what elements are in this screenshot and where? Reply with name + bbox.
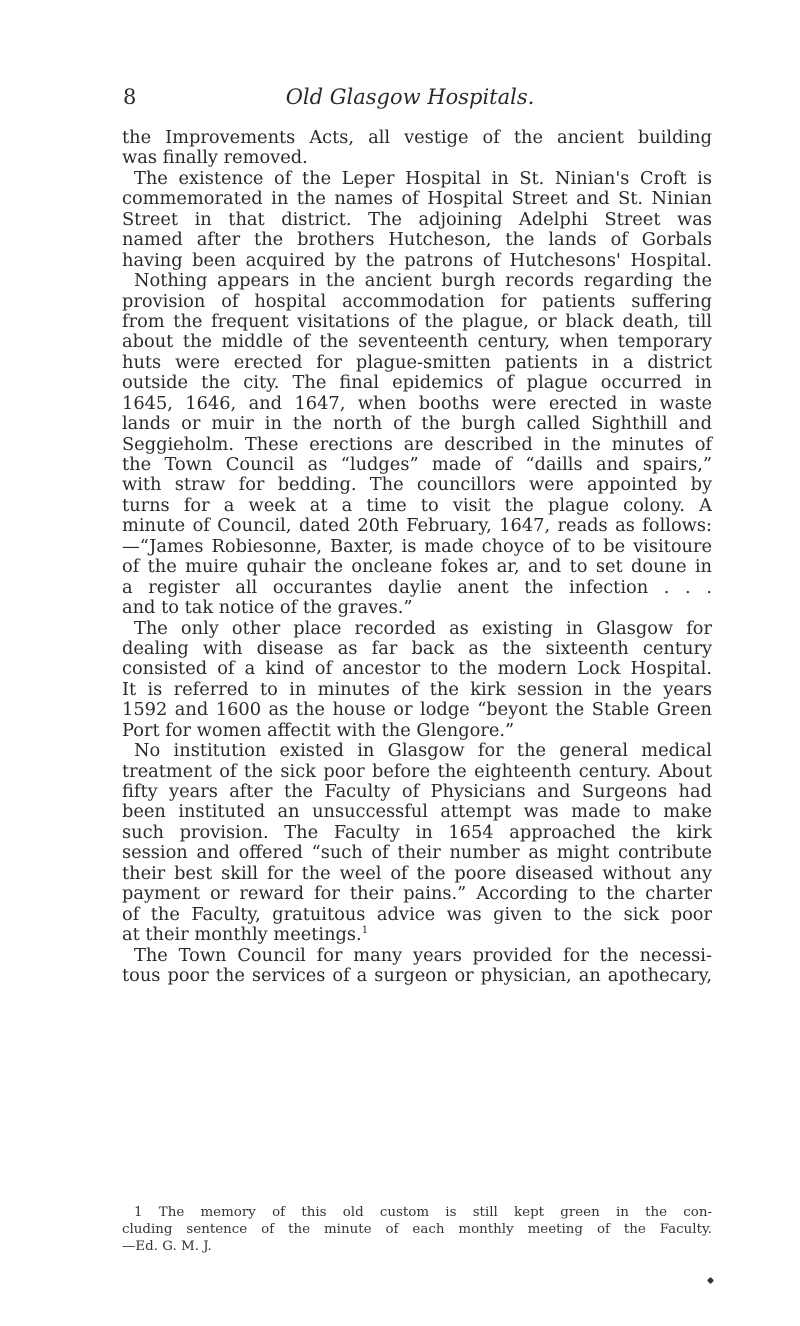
page-header [0, 84, 800, 110]
text-line: provision of hospital accommodation for patients suffering [122, 290, 712, 312]
text-line: commemorated in the names of Hospital Street and St. Ninian [122, 188, 712, 210]
text-line: about the middle of the seventeenth century, when temporary [122, 331, 712, 353]
text-line: the Improvements Acts, all vestige of the ancient building [122, 127, 712, 148]
footnote-reference: 1 [361, 925, 369, 937]
text-line: The Town Council for many years provided for the necessi- [134, 944, 712, 966]
text-line: minute of Council, dated 20th February, 1647, reads as follows: [122, 515, 712, 537]
text-line: from the frequent visitations of the plague, or black death, till [122, 310, 712, 332]
text-line: Nothing appears in the ancient burgh records regarding the [134, 270, 712, 292]
text-line: 1645, 1646, and 1647, when booths were erected in waste [122, 392, 712, 414]
text-line: such provision. The Faculty in 1654 approached the kirk [122, 821, 712, 843]
page-number: 8 [123, 85, 137, 109]
text-line: fifty years after the Faculty of Physicians and Surgeons had [122, 781, 712, 802]
body-text [122, 128, 712, 986]
text-line: consisted of a kind of ancestor to the modern Lock Hospital. [122, 658, 712, 680]
footnote-line: cluding sentence of the minute of each monthly meeting of the Faculty. [122, 1222, 712, 1238]
text-line: having been acquired by the patrons of Hutchesons' Hospital. [122, 249, 712, 271]
text-line: turns for a week at a time to visit the plague colony. A [122, 494, 712, 516]
text-line: lands or muir in the north of the burgh called Sighthill and [122, 413, 712, 435]
text-line: their best skill for the weel of the poore diseased without any [122, 862, 712, 884]
text-line: 1592 and 1600 as the house or lodge “beyont the Stable Green [122, 699, 712, 721]
footnote-line: 1 The memory of this old custom is still kept green in the con- [134, 1205, 712, 1220]
text-line: of the Faculty, gratuitous advice was given to the sick poor [122, 903, 712, 925]
text-line: with straw for bedding. The councillors were appointed by [122, 474, 712, 496]
text-line: was finally removed. [122, 147, 308, 169]
footnote [122, 1204, 712, 1256]
running-title: Old Glasgow Hospitals. [285, 85, 535, 109]
text-line: the Town Council as “ludges” made of “daills and spairs,” [122, 454, 712, 475]
text-line: session and offered “such of their number as might contribute [122, 842, 712, 864]
text-line: Street in that district. The adjoining Adelphi Street was [122, 208, 712, 230]
text-line: named after the brothers Hutcheson, the lands of Gorbals [122, 229, 712, 251]
footnote-line: —Ed. G. M. J. [122, 1239, 212, 1255]
text-line: Port for women affectit with the Glengore.” [122, 719, 515, 741]
text-line: payment or reward for their pains.” According to the charter [122, 883, 712, 905]
text-line: treatment of the sick poor before the eighteenth century. About [122, 760, 712, 782]
text-line: The existence of the Leper Hospital in St. Ninian's Croft is [134, 167, 712, 189]
text-line: The only other place recorded as existing in Glasgow for [134, 617, 712, 639]
text-line: of the muire quhair the oncleane fokes ar, and to set doune in [122, 556, 712, 578]
text-line: and to tak notice of the graves.” [122, 597, 413, 619]
text-line: No institution existed in Glasgow for the general medical [134, 740, 712, 762]
text-line [122, 925, 712, 945]
text-line: tous poor the services of a surgeon or physician, an apothecary, [122, 964, 712, 986]
text-line: —“James Robiesonne, Baxter, is made choyce of to be visitoure [122, 535, 712, 557]
text-line: a register all occurantes daylie anent the infection . . . [122, 576, 712, 598]
text-line: dealing with disease as far back as the sixteenth century [122, 637, 712, 659]
ink-mark [707, 1277, 714, 1284]
text-line: Seggieholm. These erections are described in the minutes of [122, 433, 712, 455]
text-line: huts were erected for plague-smitten patients in a district [122, 351, 712, 373]
text-line-content: at their monthly meetings. [122, 924, 362, 946]
text-line: been instituted an unsuccessful attempt was made to make [122, 801, 712, 823]
text-line: outside the city. The final epidemics of plague occurred in [122, 372, 712, 394]
text-line: It is referred to in minutes of the kirk session in the years [122, 678, 712, 700]
